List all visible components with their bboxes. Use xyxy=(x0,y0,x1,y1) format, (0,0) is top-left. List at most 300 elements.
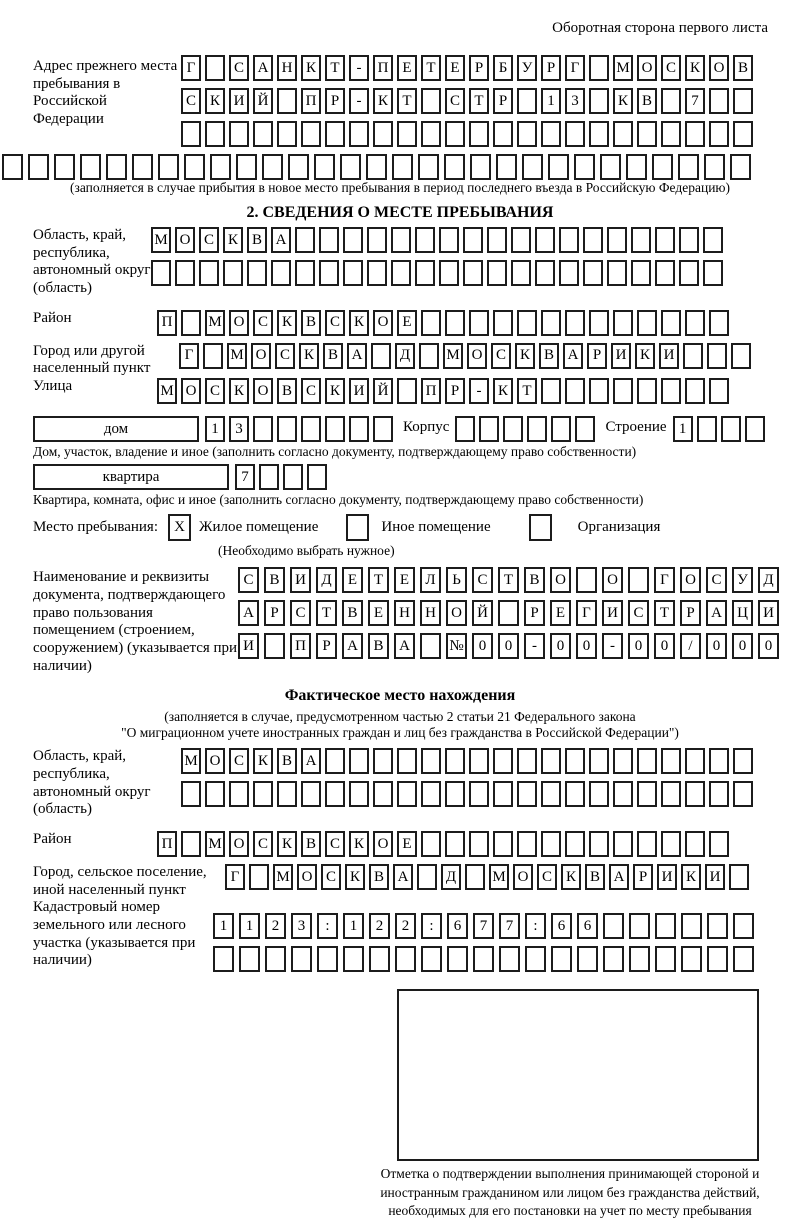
char-cell[interactable]: П xyxy=(157,831,177,857)
char-cell[interactable]: Б xyxy=(493,55,513,81)
char-cell[interactable]: - xyxy=(469,378,489,404)
char-cell[interactable]: И xyxy=(238,633,259,659)
char-cell[interactable] xyxy=(421,748,441,774)
char-cell[interactable] xyxy=(205,121,225,147)
char-cell[interactable]: А xyxy=(609,864,629,890)
char-cell[interactable] xyxy=(551,946,572,972)
char-cell[interactable] xyxy=(213,946,234,972)
char-cell[interactable]: Т xyxy=(325,55,345,81)
char-cell[interactable]: С xyxy=(238,567,259,593)
char-cell[interactable] xyxy=(637,121,657,147)
char-cell[interactable] xyxy=(28,154,49,180)
char-cell[interactable] xyxy=(445,121,465,147)
char-cell[interactable]: Т xyxy=(517,378,537,404)
char-cell[interactable]: 2 xyxy=(265,913,286,939)
char-cell[interactable] xyxy=(683,343,703,369)
char-cell[interactable] xyxy=(277,121,297,147)
char-cell[interactable] xyxy=(415,260,435,286)
char-cell[interactable] xyxy=(249,864,269,890)
char-cell[interactable] xyxy=(343,946,364,972)
char-cell[interactable]: У xyxy=(517,55,537,81)
char-cell[interactable]: С xyxy=(321,864,341,890)
char-cell[interactable] xyxy=(709,748,729,774)
char-cell[interactable] xyxy=(151,260,171,286)
char-cell[interactable] xyxy=(652,154,673,180)
char-cell[interactable]: В xyxy=(539,343,559,369)
char-cell[interactable] xyxy=(229,121,249,147)
char-cell[interactable] xyxy=(503,416,523,442)
char-cell[interactable]: С xyxy=(199,227,219,253)
char-cell[interactable] xyxy=(637,378,657,404)
char-cell[interactable]: / xyxy=(680,633,701,659)
char-cell[interactable]: С xyxy=(537,864,557,890)
char-cell[interactable]: Ц xyxy=(732,600,753,626)
char-cell[interactable] xyxy=(661,88,681,114)
char-cell[interactable] xyxy=(421,946,442,972)
char-cell[interactable]: В xyxy=(301,310,321,336)
char-cell[interactable]: К xyxy=(229,378,249,404)
char-cell[interactable]: В xyxy=(342,600,363,626)
char-cell[interactable]: К xyxy=(493,378,513,404)
char-cell[interactable]: 0 xyxy=(550,633,571,659)
char-cell[interactable]: О xyxy=(251,343,271,369)
char-cell[interactable]: С xyxy=(445,88,465,114)
char-cell[interactable] xyxy=(277,781,297,807)
char-cell[interactable] xyxy=(685,748,705,774)
char-cell[interactable] xyxy=(420,633,441,659)
char-cell[interactable]: А xyxy=(253,55,273,81)
char-cell[interactable]: М xyxy=(443,343,463,369)
char-cell[interactable] xyxy=(343,260,363,286)
char-cell[interactable] xyxy=(733,748,753,774)
char-cell[interactable]: В xyxy=(277,378,297,404)
char-cell[interactable]: Е xyxy=(394,567,415,593)
char-cell[interactable] xyxy=(181,831,201,857)
char-cell[interactable] xyxy=(239,946,260,972)
char-cell[interactable] xyxy=(395,946,416,972)
char-cell[interactable]: Т xyxy=(498,567,519,593)
char-cell[interactable] xyxy=(548,154,569,180)
char-cell[interactable]: К xyxy=(349,310,369,336)
char-cell[interactable] xyxy=(637,831,657,857)
char-cell[interactable] xyxy=(703,227,723,253)
char-cell[interactable] xyxy=(498,600,519,626)
char-cell[interactable] xyxy=(229,781,249,807)
char-cell[interactable] xyxy=(721,416,741,442)
char-cell[interactable]: О xyxy=(513,864,533,890)
stay-type-other-checkbox[interactable] xyxy=(346,514,369,541)
char-cell[interactable] xyxy=(565,781,585,807)
char-cell[interactable] xyxy=(704,154,725,180)
char-cell[interactable]: К xyxy=(635,343,655,369)
char-cell[interactable]: Е xyxy=(445,55,465,81)
char-cell[interactable]: 0 xyxy=(498,633,519,659)
char-cell[interactable] xyxy=(369,946,390,972)
char-cell[interactable] xyxy=(661,121,681,147)
char-cell[interactable]: И xyxy=(758,600,779,626)
char-cell[interactable] xyxy=(589,55,609,81)
char-cell[interactable] xyxy=(522,154,543,180)
char-cell[interactable]: А xyxy=(563,343,583,369)
char-cell[interactable]: - xyxy=(524,633,545,659)
char-cell[interactable]: А xyxy=(301,748,321,774)
char-cell[interactable] xyxy=(565,121,585,147)
char-cell[interactable]: С xyxy=(229,748,249,774)
char-cell[interactable]: А xyxy=(393,864,413,890)
char-cell[interactable]: Р xyxy=(325,88,345,114)
char-cell[interactable] xyxy=(697,416,717,442)
char-cell[interactable] xyxy=(277,416,297,442)
char-cell[interactable]: М xyxy=(489,864,509,890)
char-cell[interactable] xyxy=(685,378,705,404)
char-cell[interactable]: 7 xyxy=(473,913,494,939)
char-cell[interactable]: И xyxy=(659,343,679,369)
char-cell[interactable] xyxy=(445,831,465,857)
char-cell[interactable] xyxy=(80,154,101,180)
char-cell[interactable] xyxy=(373,416,393,442)
char-cell[interactable]: - xyxy=(602,633,623,659)
char-cell[interactable]: К xyxy=(613,88,633,114)
char-cell[interactable]: И xyxy=(290,567,311,593)
char-cell[interactable]: В xyxy=(733,55,753,81)
char-cell[interactable]: Д xyxy=(441,864,461,890)
char-cell[interactable]: О xyxy=(637,55,657,81)
char-cell[interactable]: Е xyxy=(397,55,417,81)
char-cell[interactable]: К xyxy=(301,55,321,81)
char-cell[interactable]: 1 xyxy=(213,913,234,939)
char-cell[interactable] xyxy=(419,343,439,369)
char-cell[interactable]: О xyxy=(181,378,201,404)
char-cell[interactable] xyxy=(307,464,327,490)
char-cell[interactable] xyxy=(629,913,650,939)
char-cell[interactable]: С xyxy=(472,567,493,593)
char-cell[interactable]: О xyxy=(297,864,317,890)
char-cell[interactable] xyxy=(343,227,363,253)
char-cell[interactable] xyxy=(314,154,335,180)
char-cell[interactable] xyxy=(349,416,369,442)
char-cell[interactable]: О xyxy=(175,227,195,253)
char-cell[interactable] xyxy=(415,227,435,253)
char-cell[interactable] xyxy=(444,154,465,180)
char-cell[interactable] xyxy=(493,831,513,857)
char-cell[interactable]: 6 xyxy=(551,913,572,939)
char-cell[interactable] xyxy=(325,748,345,774)
char-cell[interactable] xyxy=(473,946,494,972)
char-cell[interactable] xyxy=(132,154,153,180)
char-cell[interactable]: И xyxy=(611,343,631,369)
char-cell[interactable] xyxy=(565,310,585,336)
char-cell[interactable]: С xyxy=(706,567,727,593)
char-cell[interactable] xyxy=(439,227,459,253)
char-cell[interactable]: М xyxy=(227,343,247,369)
char-cell[interactable]: Т xyxy=(654,600,675,626)
char-cell[interactable] xyxy=(236,154,257,180)
char-cell[interactable] xyxy=(210,154,231,180)
char-cell[interactable] xyxy=(301,781,321,807)
char-cell[interactable]: 2 xyxy=(395,913,416,939)
char-cell[interactable] xyxy=(496,154,517,180)
char-cell[interactable] xyxy=(517,88,537,114)
char-cell[interactable]: 7 xyxy=(235,464,255,490)
char-cell[interactable] xyxy=(295,260,315,286)
char-cell[interactable] xyxy=(349,748,369,774)
char-cell[interactable]: О xyxy=(709,55,729,81)
char-cell[interactable] xyxy=(613,831,633,857)
char-cell[interactable] xyxy=(511,260,531,286)
char-cell[interactable] xyxy=(655,946,676,972)
char-cell[interactable] xyxy=(493,748,513,774)
char-cell[interactable] xyxy=(301,416,321,442)
char-cell[interactable]: Р xyxy=(680,600,701,626)
char-cell[interactable] xyxy=(184,154,205,180)
char-cell[interactable] xyxy=(247,260,267,286)
char-cell[interactable] xyxy=(565,378,585,404)
char-cell[interactable]: О xyxy=(253,378,273,404)
char-cell[interactable] xyxy=(626,154,647,180)
char-cell[interactable]: Е xyxy=(397,831,417,857)
char-cell[interactable]: Г xyxy=(181,55,201,81)
char-cell[interactable]: 3 xyxy=(229,416,249,442)
char-cell[interactable] xyxy=(264,633,285,659)
char-cell[interactable] xyxy=(631,260,651,286)
char-cell[interactable] xyxy=(613,781,633,807)
char-cell[interactable]: - xyxy=(349,88,369,114)
char-cell[interactable]: С xyxy=(229,55,249,81)
char-cell[interactable]: К xyxy=(345,864,365,890)
char-cell[interactable]: К xyxy=(373,88,393,114)
char-cell[interactable] xyxy=(463,260,483,286)
char-cell[interactable] xyxy=(465,864,485,890)
char-cell[interactable]: Р xyxy=(587,343,607,369)
char-cell[interactable] xyxy=(447,946,468,972)
char-cell[interactable] xyxy=(541,831,561,857)
char-cell[interactable]: С xyxy=(205,378,225,404)
char-cell[interactable]: В xyxy=(264,567,285,593)
char-cell[interactable] xyxy=(613,748,633,774)
char-cell[interactable] xyxy=(525,946,546,972)
char-cell[interactable] xyxy=(589,781,609,807)
char-cell[interactable]: В xyxy=(524,567,545,593)
char-cell[interactable] xyxy=(392,154,413,180)
char-cell[interactable] xyxy=(439,260,459,286)
char-cell[interactable] xyxy=(463,227,483,253)
char-cell[interactable] xyxy=(265,946,286,972)
char-cell[interactable]: В xyxy=(368,633,389,659)
char-cell[interactable] xyxy=(373,748,393,774)
char-cell[interactable]: С xyxy=(181,88,201,114)
char-cell[interactable] xyxy=(681,946,702,972)
char-cell[interactable] xyxy=(397,781,417,807)
char-cell[interactable]: П xyxy=(157,310,177,336)
char-cell[interactable] xyxy=(733,121,753,147)
char-cell[interactable] xyxy=(613,310,633,336)
char-cell[interactable]: : xyxy=(525,913,546,939)
char-cell[interactable] xyxy=(607,260,627,286)
char-cell[interactable] xyxy=(661,781,681,807)
char-cell[interactable] xyxy=(589,121,609,147)
char-cell[interactable] xyxy=(575,416,595,442)
char-cell[interactable] xyxy=(603,913,624,939)
char-cell[interactable] xyxy=(685,310,705,336)
char-cell[interactable] xyxy=(469,748,489,774)
char-cell[interactable]: О xyxy=(373,310,393,336)
char-cell[interactable]: О xyxy=(373,831,393,857)
char-cell[interactable] xyxy=(733,913,754,939)
char-cell[interactable] xyxy=(535,260,555,286)
char-cell[interactable]: Р xyxy=(445,378,465,404)
char-cell[interactable]: 7 xyxy=(499,913,520,939)
char-cell[interactable]: 1 xyxy=(205,416,225,442)
char-cell[interactable]: 3 xyxy=(565,88,585,114)
char-cell[interactable]: Е xyxy=(342,567,363,593)
char-cell[interactable] xyxy=(589,378,609,404)
char-cell[interactable] xyxy=(565,748,585,774)
char-cell[interactable] xyxy=(391,227,411,253)
char-cell[interactable] xyxy=(603,946,624,972)
char-cell[interactable]: К xyxy=(349,831,369,857)
char-cell[interactable]: У xyxy=(732,567,753,593)
char-cell[interactable]: О xyxy=(205,748,225,774)
char-cell[interactable] xyxy=(517,748,537,774)
char-cell[interactable]: А xyxy=(238,600,259,626)
char-cell[interactable] xyxy=(288,154,309,180)
char-cell[interactable]: В xyxy=(637,88,657,114)
char-cell[interactable] xyxy=(417,864,437,890)
char-cell[interactable] xyxy=(517,781,537,807)
char-cell[interactable]: Д xyxy=(758,567,779,593)
char-cell[interactable] xyxy=(589,831,609,857)
char-cell[interactable]: И xyxy=(229,88,249,114)
char-cell[interactable]: С xyxy=(253,831,273,857)
char-cell[interactable]: А xyxy=(271,227,291,253)
char-cell[interactable]: О xyxy=(680,567,701,593)
char-cell[interactable] xyxy=(259,464,279,490)
char-cell[interactable]: К xyxy=(205,88,225,114)
char-cell[interactable]: Е xyxy=(397,310,417,336)
char-cell[interactable]: Н xyxy=(277,55,297,81)
char-cell[interactable]: Р xyxy=(469,55,489,81)
char-cell[interactable]: К xyxy=(277,310,297,336)
char-cell[interactable] xyxy=(703,260,723,286)
char-cell[interactable] xyxy=(367,260,387,286)
char-cell[interactable]: Г xyxy=(654,567,675,593)
char-cell[interactable] xyxy=(733,88,753,114)
char-cell[interactable]: П xyxy=(421,378,441,404)
char-cell[interactable]: 0 xyxy=(706,633,727,659)
char-cell[interactable]: Р xyxy=(541,55,561,81)
char-cell[interactable]: : xyxy=(317,913,338,939)
char-cell[interactable] xyxy=(559,260,579,286)
char-cell[interactable] xyxy=(277,88,297,114)
char-cell[interactable] xyxy=(421,831,441,857)
char-cell[interactable] xyxy=(181,310,201,336)
char-cell[interactable] xyxy=(628,567,649,593)
char-cell[interactable] xyxy=(349,781,369,807)
char-cell[interactable]: Т xyxy=(421,55,441,81)
char-cell[interactable]: Ь xyxy=(446,567,467,593)
char-cell[interactable]: Н xyxy=(420,600,441,626)
char-cell[interactable]: 0 xyxy=(732,633,753,659)
char-cell[interactable]: П xyxy=(301,88,321,114)
char-cell[interactable] xyxy=(445,748,465,774)
char-cell[interactable] xyxy=(445,781,465,807)
char-cell[interactable] xyxy=(709,310,729,336)
char-cell[interactable] xyxy=(253,121,273,147)
char-cell[interactable]: С xyxy=(628,600,649,626)
char-cell[interactable]: Р xyxy=(493,88,513,114)
char-cell[interactable]: К xyxy=(685,55,705,81)
char-cell[interactable] xyxy=(551,416,571,442)
char-cell[interactable] xyxy=(679,260,699,286)
char-cell[interactable] xyxy=(493,310,513,336)
char-cell[interactable] xyxy=(479,416,499,442)
char-cell[interactable]: С xyxy=(325,310,345,336)
char-cell[interactable] xyxy=(733,946,754,972)
char-cell[interactable] xyxy=(295,227,315,253)
char-cell[interactable] xyxy=(541,781,561,807)
char-cell[interactable] xyxy=(655,913,676,939)
char-cell[interactable] xyxy=(421,88,441,114)
char-cell[interactable] xyxy=(455,416,475,442)
char-cell[interactable] xyxy=(613,121,633,147)
char-cell[interactable]: М xyxy=(151,227,171,253)
char-cell[interactable]: Й xyxy=(373,378,393,404)
char-cell[interactable]: Л xyxy=(420,567,441,593)
char-cell[interactable]: А xyxy=(342,633,363,659)
char-cell[interactable]: 0 xyxy=(628,633,649,659)
char-cell[interactable]: 7 xyxy=(685,88,705,114)
char-cell[interactable]: М xyxy=(273,864,293,890)
char-cell[interactable]: В xyxy=(585,864,605,890)
char-cell[interactable]: 0 xyxy=(654,633,675,659)
char-cell[interactable]: 1 xyxy=(343,913,364,939)
char-cell[interactable] xyxy=(517,121,537,147)
char-cell[interactable] xyxy=(613,378,633,404)
char-cell[interactable] xyxy=(421,121,441,147)
char-cell[interactable]: Н xyxy=(394,600,415,626)
char-cell[interactable] xyxy=(283,464,303,490)
char-cell[interactable]: Е xyxy=(368,600,389,626)
char-cell[interactable] xyxy=(373,781,393,807)
char-cell[interactable]: В xyxy=(247,227,267,253)
char-cell[interactable]: С xyxy=(290,600,311,626)
char-cell[interactable]: К xyxy=(299,343,319,369)
char-cell[interactable] xyxy=(565,831,585,857)
char-cell[interactable]: 0 xyxy=(472,633,493,659)
char-cell[interactable]: М xyxy=(205,831,225,857)
char-cell[interactable] xyxy=(535,227,555,253)
char-cell[interactable]: С xyxy=(275,343,295,369)
char-cell[interactable] xyxy=(707,913,728,939)
char-cell[interactable] xyxy=(418,154,439,180)
char-cell[interactable] xyxy=(487,227,507,253)
char-cell[interactable] xyxy=(181,121,201,147)
char-cell[interactable]: К xyxy=(277,831,297,857)
char-cell[interactable]: О xyxy=(446,600,467,626)
char-cell[interactable] xyxy=(685,831,705,857)
char-cell[interactable] xyxy=(637,748,657,774)
char-cell[interactable] xyxy=(685,121,705,147)
char-cell[interactable]: Г xyxy=(179,343,199,369)
char-cell[interactable] xyxy=(574,154,595,180)
char-cell[interactable] xyxy=(106,154,127,180)
char-cell[interactable] xyxy=(493,781,513,807)
char-cell[interactable] xyxy=(559,227,579,253)
char-cell[interactable] xyxy=(733,781,753,807)
char-cell[interactable] xyxy=(709,88,729,114)
char-cell[interactable] xyxy=(397,378,417,404)
char-cell[interactable] xyxy=(661,748,681,774)
